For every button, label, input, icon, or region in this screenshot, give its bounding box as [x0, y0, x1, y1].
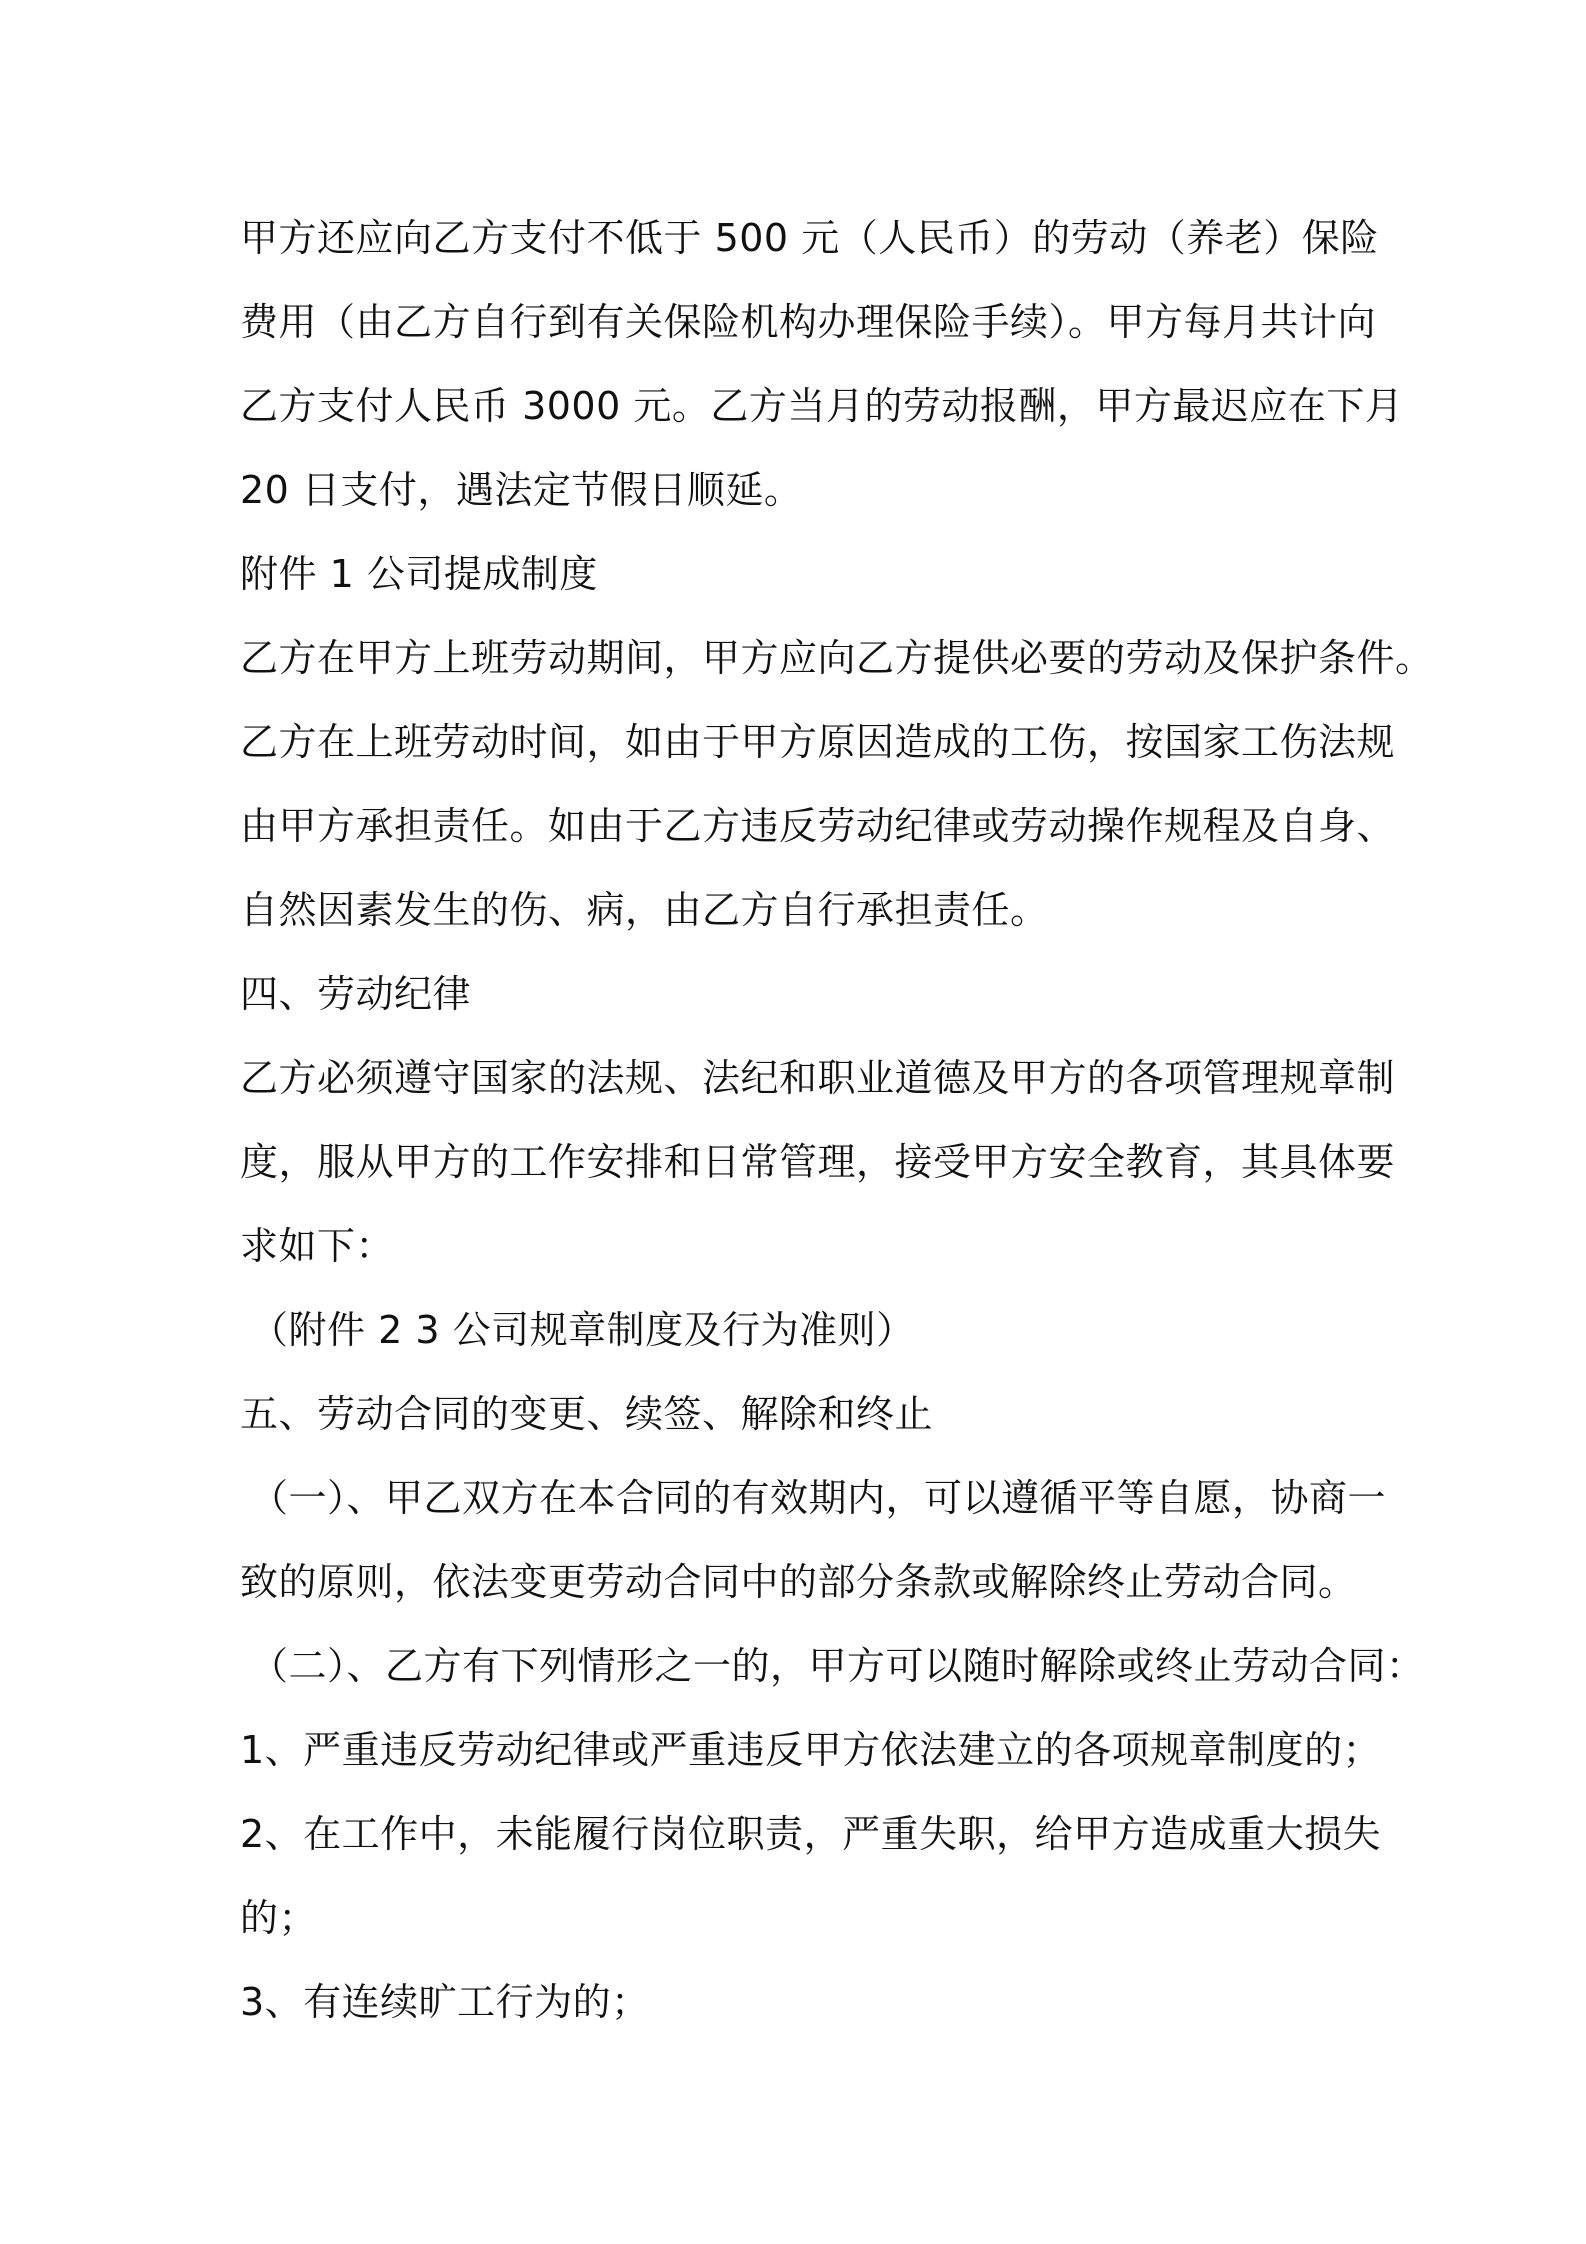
text-line: 自然因素发生的伤、病，由乙方自行承担责任。: [240, 888, 1049, 932]
text-line: 度，服从甲方的工作安排和日常管理，接受甲方安全教育，其具体要: [240, 1140, 1396, 1184]
text-line: （二）、乙方有下列情形之一的，甲方可以随时解除或终止劳动合同：: [250, 1644, 1425, 1688]
text-line: 的；: [240, 1896, 318, 1940]
text-line: （一）、甲乙双方在本合同的有效期内，可以遵循平等自愿，协商一: [250, 1476, 1387, 1520]
section-heading: 四、劳动纪律: [240, 972, 472, 1016]
attachment-reference: 附件 1 公司提成制度: [240, 552, 598, 596]
text-line: 乙方在甲方上班劳动期间，甲方应向乙方提供必要的劳动及保护条件。: [240, 636, 1434, 680]
list-item: 3、有连续旷工行为的；: [240, 1980, 650, 2024]
attachment-reference: （附件 2 3 公司规章制度及行为准则）: [250, 1308, 915, 1352]
list-item: 1、严重违反劳动纪律或严重违反甲方依法建立的各项规章制度的；: [240, 1728, 1382, 1772]
document-body: [240, 196, 1434, 2044]
text-line: 20 日支付，遇法定节假日顺延。: [240, 468, 803, 512]
text-line: 致的原则，依法变更劳动合同中的部分条款或解除终止劳动合同。: [240, 1560, 1357, 1604]
list-item: 2、在工作中，未能履行岗位职责，严重失职，给甲方造成重大损失: [240, 1812, 1382, 1856]
text-line: 乙方支付人民币 3000 元。乙方当月的劳动报酬，甲方最迟应在下月: [240, 384, 1404, 428]
text-line: 求如下：: [240, 1224, 395, 1268]
text-line: 费用（由乙方自行到有关保险机构办理保险手续）。甲方每月共计向: [240, 300, 1377, 344]
text-line: 乙方必须遵守国家的法规、法纪和职业道德及甲方的各项管理规章制: [240, 1056, 1396, 1100]
text-line: 由甲方承担责任。如由于乙方违反劳动纪律或劳动操作规程及自身、: [240, 804, 1396, 848]
text-line: 甲方还应向乙方支付不低于 500 元（人民币）的劳动（养老）保险: [240, 216, 1379, 260]
text-line: 乙方在上班劳动时间，如由于甲方原因造成的工伤，按国家工伤法规: [240, 720, 1396, 764]
section-heading: 五、劳动合同的变更、续签、解除和终止: [240, 1392, 934, 1436]
